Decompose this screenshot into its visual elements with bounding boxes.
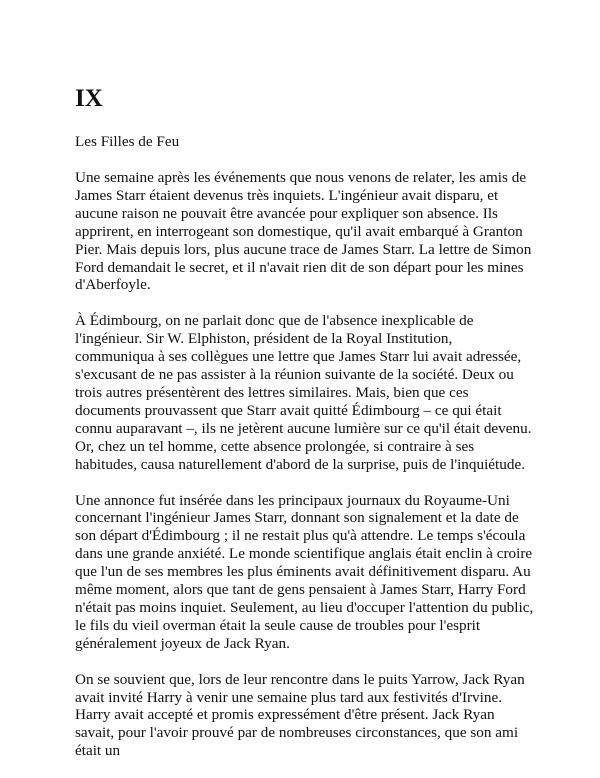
paragraph-2: À Édimbourg, on ne parlait donc que de l'absence inexplicable de l'ingénieur. Sir W. Elphiston, président de la Royal Institution, communiqua à ses collègues une lettre que James Starr lui avait adressée, s'excusant de ne pas assister à la réunion suivante de la société. Deux ou trois autres présentèrent des lettres similaires. Mais, bien que ces documents prouvassent que Starr avait quitté Édimbourg – ce qui était connu auparavant –, ils ne jetèrent aucune lumière sur ce qu'il était devenu. Or, chez un tel homme, cette absence prolongée, si contraire à ses habitudes, causa naturellement d'abord de la surprise, puis de l'inquiétude. <box>75 312 532 473</box>
chapter-number: IX <box>75 85 103 112</box>
chapter-title: Les Filles de Feu <box>75 133 180 150</box>
document-page <box>75 84 535 778</box>
paragraph-3: Une annonce fut insérée dans les principaux journaux du Royaume-Uni concernant l'ingénieur James Starr, donnant son signalement et la date de son départ d'Édimbourg ; il ne restait plus qu'à attendre. Le temps s'écoula dans une grande anxiété. Le monde scientifique anglais était enclin à croire que l'un de ses membres les plus éminents avait définitivement disparu. Au même moment, alors que tant de gens pensaient à James Starr, Harry Ford n'était pas moins inquiet. Seulement, au lieu d'occuper l'attention du public, le fils du vieil overman était la seule cause de troubles pour l'esprit généralement joyeux de Jack Ryan. <box>75 491 534 652</box>
paragraph-1: Une semaine après les événements que nous venons de relater, les amis de James Starr étaient devenus très inquiets. L'ingénieur avait disparu, et aucune raison ne pouvait être avancée pour expliquer son absence. Ils apprirent, en interrogeant son domestique, qu'il avait embarqué à Granton Pier. Mais depuis lors, plus aucune trace de James Starr. La lettre de Simon Ford demandait le secret, et il n'avait rien dit de son départ pour les mines d'Aberfoyle. <box>75 169 532 294</box>
paragraph-4: On se souvient que, lors de leur rencontre dans le puits Yarrow, Jack Ryan avait invité Harry à venir une semaine plus tard aux festivités d'Irvine. Harry avait accepté et promis expressément d'être présent. Jack Ryan savait, pour l'avoir prouvé par de nombreuses circonstances, que son ami était un <box>75 670 525 760</box>
